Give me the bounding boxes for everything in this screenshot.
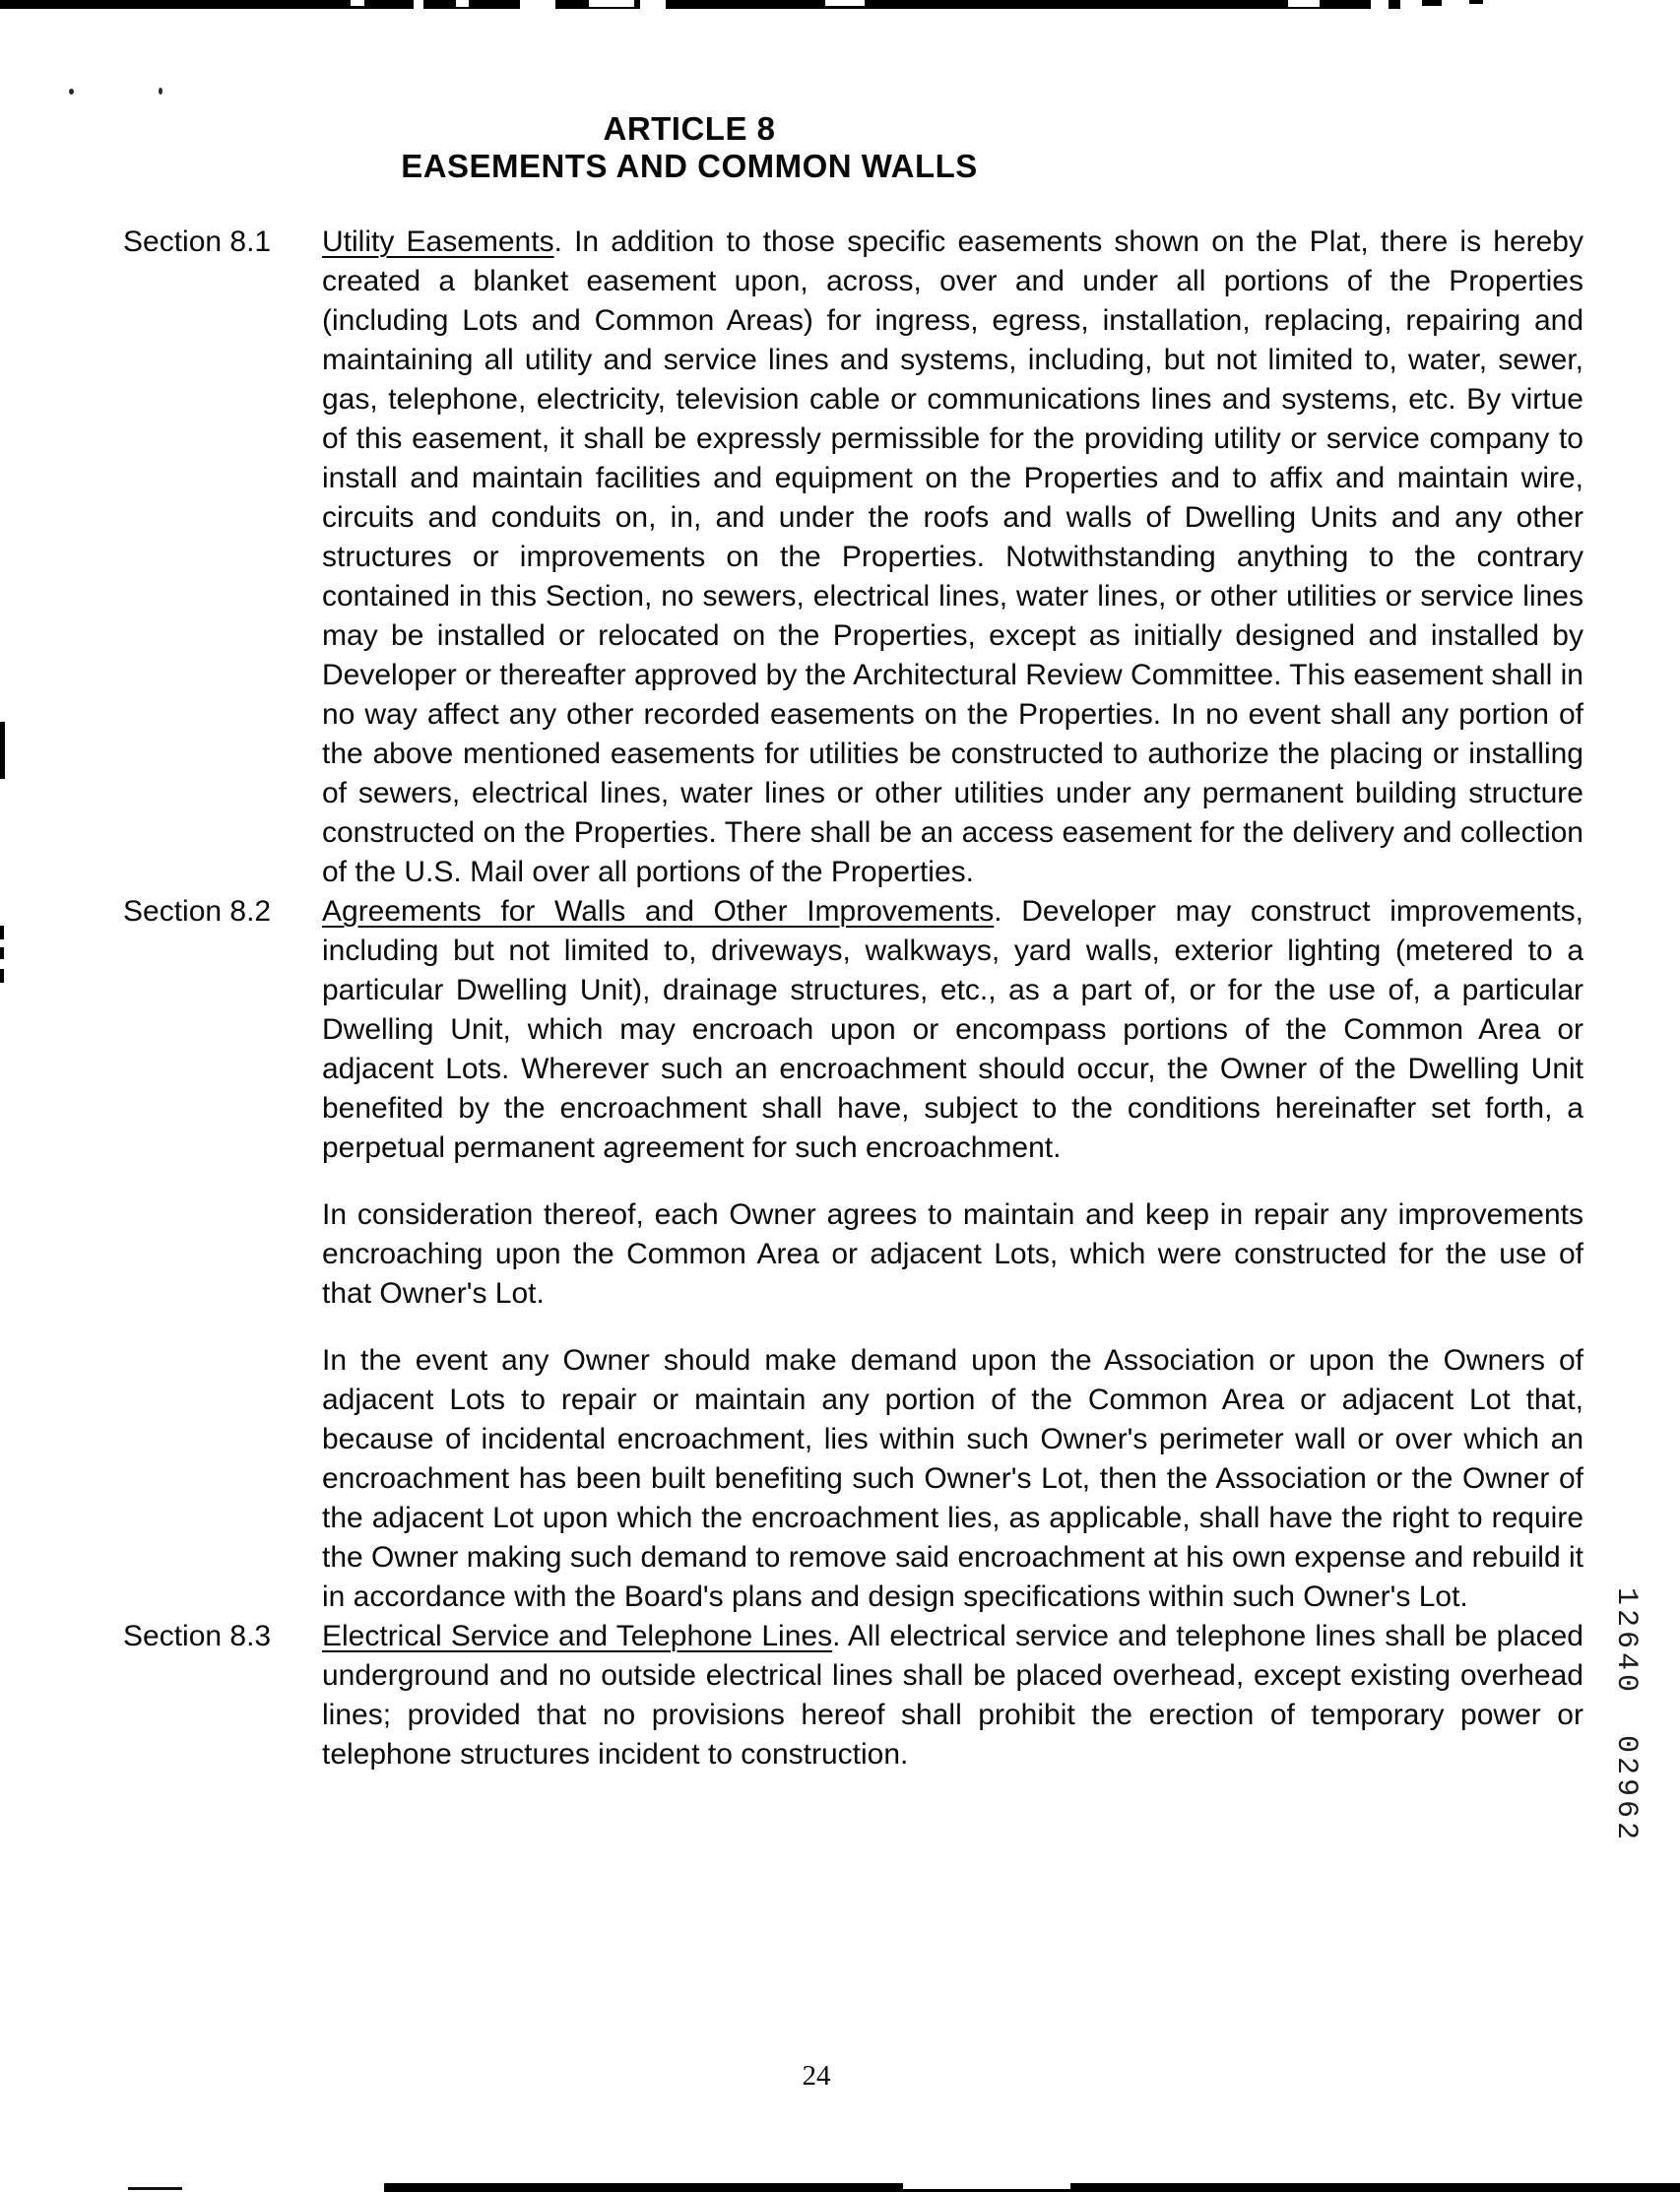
section-8-1-body: . In addition to those specific easements shown on the Plat, there is hereby created a blanket easement upon, across, over and under all portions of the Properties (including Lots and Common Areas) for ingress, egress, installation, replacing, repairing and maintaining all utility and service lines and systems, including, but not limited to, water, sewer, gas, telephone, electricity, television cable or communications lines and systems, etc. By virtue of this easement, it shall be expressly permissible for the providing utility or service company to install and maintain facilities and equipment on the Properties and to affix and maintain wire, circuits and conduits on, in, and under the roofs and walls of Dwelling Units and any other structures or improvements on the Properties. Notwithstanding anything to the contrary contained in this Section, no sewers, electrical lines, water lines, or other utilities or service lines may be installed or relocated on the Properties, except as initially designed and installed by Developer or thereafter approved by the Architectural Review Committee. This easement shall in no way affect any other recorded easements on the Properties. In no event shall any portion of the above mentioned easements for utilities be constructed to authorize the placing or installing of sewers, electrical lines, water lines or other utilities under any permanent building structure constructed on the Properties. There shall be an access easement for the delivery and collection of the U.S. Mail over all portions of the Properties. bbox=[322, 226, 1583, 888]
section-8-1 bbox=[0, 223, 1680, 892]
scan-notch bbox=[825, 0, 865, 6]
document-body bbox=[0, 223, 1680, 1774]
section-8-1-label: Section 8.1 bbox=[123, 226, 272, 258]
scan-artifact-dash bbox=[128, 2187, 182, 2190]
section-8-3 bbox=[0, 1617, 1680, 1774]
section-8-2-paragraph-2: In consideration thereof, each Owner agrees to maintain and keep in repair any improvements encroaching upon the Common Area or adjacent Lots, which were constructed for the use of that Owner's Lot. bbox=[322, 1198, 1583, 1310]
scan-artifact-dot bbox=[159, 88, 162, 95]
recording-stamp: 12640 02962 bbox=[1609, 1587, 1643, 1844]
scan-artifact-dash bbox=[1469, 0, 1483, 4]
scan-notch bbox=[414, 0, 423, 9]
section-8-2-heading: Agreements for Walls and Other Improvements bbox=[322, 895, 995, 928]
page-number: 24 bbox=[802, 2060, 831, 2092]
section-8-2-body: . Developer may construct improvements, including but not limited to, driveways, walkways, yard walls, exterior lighting (metered to a particular Dwelling Unit), drainage structures, etc., as a part of, or for the use of, a particular Dwelling Unit, which may encroach upon or encompass portions of the Common Area or adjacent Lots. Wherever such an encroachment should occur, the Owner of the Dwelling Unit benefited by the encroachment shall have, subject to the conditions hereinafter set forth, a perpetual permanent agreement for such encroachment. bbox=[322, 895, 1583, 1164]
article-title-block bbox=[0, 110, 1379, 185]
section-8-3-paragraph bbox=[322, 1617, 1583, 1774]
scan-artifact-top-edge bbox=[0, 0, 1400, 9]
section-8-2-label: Section 8.2 bbox=[123, 895, 272, 928]
scan-notch bbox=[1288, 0, 1320, 7]
section-8-1-paragraph bbox=[322, 223, 1583, 892]
article-subheading: EASEMENTS AND COMMON WALLS bbox=[401, 148, 978, 184]
section-8-1-heading: Utility Easements bbox=[322, 226, 554, 258]
section-8-1-text bbox=[322, 223, 1583, 892]
section-8-2-paragraph-1 bbox=[322, 892, 1583, 1168]
section-8-3-body: . All electrical service and telephone lines shall be placed underground and no outside electrical lines shall be placed overhead, except existing overhead lines; provided that no provisions hereof shall prohibit the erection of temporary power or telephone structures incident to construction. bbox=[322, 1620, 1583, 1771]
scan-artifact-bottom-edge bbox=[1070, 2183, 1680, 2192]
scan-notch bbox=[351, 0, 364, 6]
section-8-3-heading: Electrical Service and Telephone Lines bbox=[322, 1620, 833, 1652]
scan-notch bbox=[456, 0, 469, 7]
scan-notch bbox=[1371, 0, 1389, 9]
section-8-2-paragraph-3: In the event any Owner should make demand upon the Association or upon the Owners of adjacent Lots to repair or maintain any portion of the Common Area or adjacent Lot that, because of incidental encroachment, lies within such Owner's perimeter wall or over which an encroachment has been built benefiting such Owner's Lot, then the Association or the Owner of the adjacent Lot upon which the encroachment lies, as applicable, shall have the right to require the Owner making such demand to remove said encroachment at his own expense and rebuild it in accordance with the Board's plans and design specifications within such Owner's Lot. bbox=[322, 1344, 1583, 1613]
section-8-2-text bbox=[322, 892, 1583, 1617]
scan-artifact-dot bbox=[69, 89, 74, 95]
section-8-3-text bbox=[322, 1617, 1583, 1774]
section-8-2 bbox=[0, 892, 1680, 1617]
scan-notch bbox=[589, 0, 634, 7]
article-heading: ARTICLE 8 bbox=[603, 110, 776, 147]
scan-artifact-bottom-edge bbox=[384, 2183, 903, 2192]
section-8-3-label: Section 8.3 bbox=[123, 1620, 272, 1652]
scan-notch bbox=[640, 0, 666, 9]
scan-artifact-dash bbox=[1422, 0, 1442, 6]
scan-notch bbox=[520, 0, 555, 9]
